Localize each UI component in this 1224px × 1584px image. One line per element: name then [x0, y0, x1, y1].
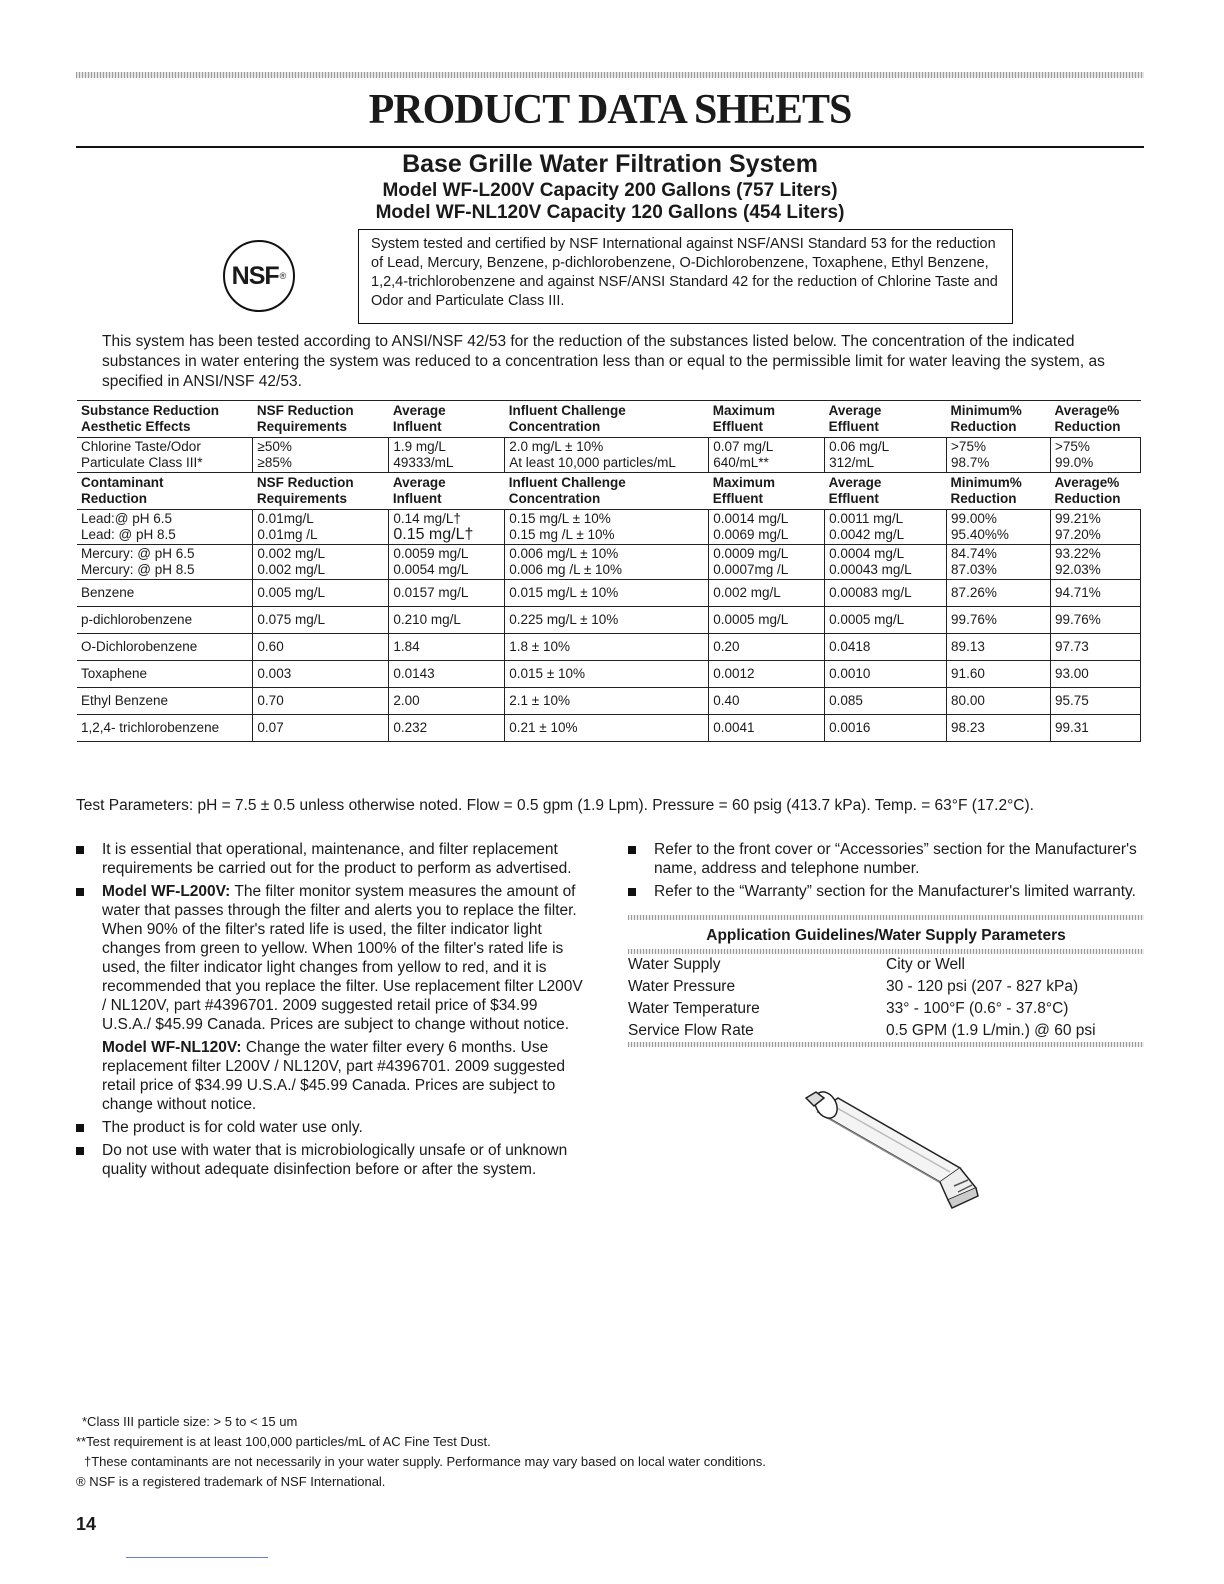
- water-filter-illustration: [790, 1090, 990, 1220]
- header-cell: Influent Challenge Concentration: [505, 473, 709, 510]
- header-cell: Average Influent: [389, 473, 505, 510]
- reduction-table: [77, 400, 1141, 742]
- guidelines-row: Service Flow Rate 0.5 GPM (1.9 L/min.) @ 60 psi: [628, 1022, 1096, 1039]
- list-item: Model WF-L200V: The filter monitor system measures the amount of water that passes through the filter and alerts you to replace the filter. When 90% of the filter's rated life is used, the filter indicator light changes from green to yellow. When 100% of the filter's rated life is used, the filter indicator light changes from yellow to red, and it is recommended that you replace the filter. Use replacement filter L200V / NL120V, part #4396701. 2009 suggested retail price of $34.99 U.S.A./ $45.99 Canada. Prices are subject to change without notice.: [76, 882, 588, 1034]
- footnote: †These contaminants are not necessarily in your water supply. Performance may vary based on local water conditions.: [84, 1454, 766, 1469]
- list-item: The product is for cold water use only.: [76, 1118, 588, 1137]
- guidelines-row: Water Pressure 30 - 120 psi (207 - 827 kPa): [628, 978, 1079, 995]
- list-item: It is essential that operational, maintenance, and filter replacement requirements be carried out for the product to perform as advertised.: [76, 840, 588, 878]
- header-cell: Minimum% Reduction: [947, 473, 1051, 510]
- registered-mark: ®: [279, 271, 287, 281]
- list-item: Do not use with water that is microbiologically unsafe or of unknown quality without adequate disinfection before or after the system.: [76, 1141, 588, 1179]
- table-row: 1,2,4- trichlorobenzene 0.07 0.232 0.21 ± 10% 0.0041 0.0016 98.23 99.31: [77, 715, 1141, 742]
- certification-box: System tested and certified by NSF International against NSF/ANSI Standard 53 for the reduction of Lead, Mercury, Benzene, p-dichlorobenzene, O-Dichlorobenzene, Toxaphene, Ethyl Benzene, 1,2,4-trichlorobenzene and against NSF/ANSI Standard 42 for the reduction of Chlorine Taste and Odor and Particulate Class III.: [358, 229, 1013, 324]
- left-bullet-column: [76, 840, 588, 1183]
- footnotes: [76, 1412, 1076, 1492]
- header-cell: Influent Challenge Concentration: [505, 401, 709, 438]
- guidelines-top-rule: [628, 915, 1144, 920]
- table-row: Toxaphene 0.003 0.0143 0.015 ± 10% 0.0012 0.0010 91.60 93.00: [77, 661, 1141, 688]
- header-cell: Average Effluent: [825, 473, 947, 510]
- top-hatch-rule: [76, 72, 1144, 78]
- list-paragraph: Model WF-NL120V: Change the water filter every 6 months. Use replacement filter L200V / NL120V, part #4396701. 2009 suggested retail price of $34.99 U.S.A./ $45.99 Canada. Prices are subject to change without notice.: [102, 1039, 566, 1113]
- guidelines-row: Water Supply City or Well: [628, 956, 965, 973]
- header-cell: Average Influent: [389, 401, 505, 438]
- table-row: Benzene 0.005 mg/L 0.0157 mg/L 0.015 mg/L ± 10% 0.002 mg/L 0.00083 mg/L 87.26% 94.71%: [77, 580, 1141, 607]
- guidelines-row: Water Temperature 33° - 100°F (0.6° - 37.8°C): [628, 1000, 1069, 1017]
- table-row: p-dichlorobenzene 0.075 mg/L 0.210 mg/L 0.225 mg/L ± 10% 0.0005 mg/L 0.0005 mg/L 99.76% 99.76%: [77, 607, 1141, 634]
- header-cell: NSF Reduction Requirements: [253, 401, 389, 438]
- list-item: Refer to the “Warranty” section for the Manufacturer's limited warranty.: [628, 882, 1144, 901]
- guidelines-title: Application Guidelines/Water Supply Parameters: [706, 927, 1066, 944]
- table-row: O-Dichlorobenzene 0.60 1.84 1.8 ± 10% 0.20 0.0418 89.13 97.73: [77, 634, 1141, 661]
- table-row: Lead:@ pH 6.5 Lead: @ pH 8.5 0.01mg/L 0.01mg /L 0.14 mg/L† 0.15 mg/L† 0.15 mg/L ± 10% 0.15 mg /L ± 10% 0.0014 mg/L 0.0069 mg/L 0.0011 mg/L 0.0042 mg/L 99.00% 95.40%% 99.21% 97.20%: [77, 510, 1141, 545]
- model-line-2: Model WF-NL120V Capacity 120 Gallons (454 Liters): [375, 202, 845, 223]
- intro-paragraph: This system has been tested according to ANSI/NSF 42/53 for the reduction of the substances listed below. The concentration of the indicated substances in water entering the system was reduced to a concentration less than or equal to the permissible limit for water leaving the system, as specified in ANSI/NSF 42/53.: [102, 333, 1105, 390]
- header-cell: Maximum Effluent: [709, 401, 825, 438]
- bullet-icon: [76, 1147, 84, 1155]
- page-title: PRODUCT DATA SHEETS: [368, 87, 852, 133]
- table-row: Ethyl Benzene 0.70 2.00 2.1 ± 10% 0.40 0.085 80.00 95.75: [77, 688, 1141, 715]
- product-subtitle: Base Grille Water Filtration System: [402, 150, 818, 178]
- nsf-logo-text: NSF: [231, 261, 279, 290]
- header-cell: Average% Reduction: [1050, 401, 1140, 438]
- test-parameters: Test Parameters: pH = 7.5 ± 0.5 unless otherwise noted. Flow = 0.5 gpm (1.9 Lpm). Pressure = 60 psig (413.7 kPa). Temp. = 63°F (17.2°C).: [76, 797, 1034, 814]
- list-item: Refer to the front cover or “Accessories” section for the Manufacturer's name, address and telephone number.: [628, 840, 1144, 878]
- bottom-rule: [126, 1557, 268, 1558]
- bullet-icon: [76, 888, 84, 896]
- header-cell: Maximum Effluent: [709, 473, 825, 510]
- table-row: Mercury: @ pH 6.5 Mercury: @ pH 8.5 0.002 mg/L 0.002 mg/L 0.0059 mg/L 0.0054 mg/L 0.006 mg/L ± 10% 0.006 mg /L ± 10% 0.0009 mg/L 0.0007mg /L 0.0004 mg/L 0.00043 mg/L 84.74% 87.03% 93.22% 92.03%: [77, 545, 1141, 580]
- guidelines-bottom-rule: [628, 1042, 1144, 1047]
- header-cell: Contaminant Reduction: [77, 473, 253, 510]
- header-cell: Minimum% Reduction: [947, 401, 1051, 438]
- page-number: 14: [76, 1514, 97, 1534]
- header-cell: NSF Reduction Requirements: [253, 473, 389, 510]
- footnote: ® NSF is a registered trademark of NSF International.: [76, 1474, 386, 1489]
- table-header-contaminant: [77, 473, 1141, 510]
- header-cell: Substance Reduction Aesthetic Effects: [77, 401, 253, 438]
- guidelines-table: [628, 954, 1144, 1042]
- footnote: **Test requirement is at least 100,000 particles/mL of AC Fine Test Dust.: [76, 1434, 491, 1449]
- bullet-icon: [628, 888, 636, 896]
- bullet-icon: [76, 846, 84, 854]
- nsf-logo: [223, 240, 295, 312]
- model-line-1: Model WF-L200V Capacity 200 Gallons (757 Liters): [382, 180, 838, 201]
- bullet-icon: [628, 846, 636, 854]
- table-row: Chlorine Taste/Odor Particulate Class III* ≥50% ≥85% 1.9 mg/L 49333/mL 2.0 mg/L ± 10% At least 10,000 particles/mL 0.07 mg/L 640/mL** 0.06 mg/L 312/mL >75% 98.7% >75% 99.0%: [77, 438, 1141, 473]
- title-rule: [76, 146, 1144, 148]
- table-header-aesthetic: [77, 401, 1141, 438]
- bullet-icon: [76, 1124, 84, 1132]
- right-bullet-column: [628, 840, 1144, 1047]
- header-cell: Average% Reduction: [1050, 473, 1140, 510]
- footnote: *Class III particle size: > 5 to < 15 um: [82, 1414, 298, 1429]
- header-cell: Average Effluent: [825, 401, 947, 438]
